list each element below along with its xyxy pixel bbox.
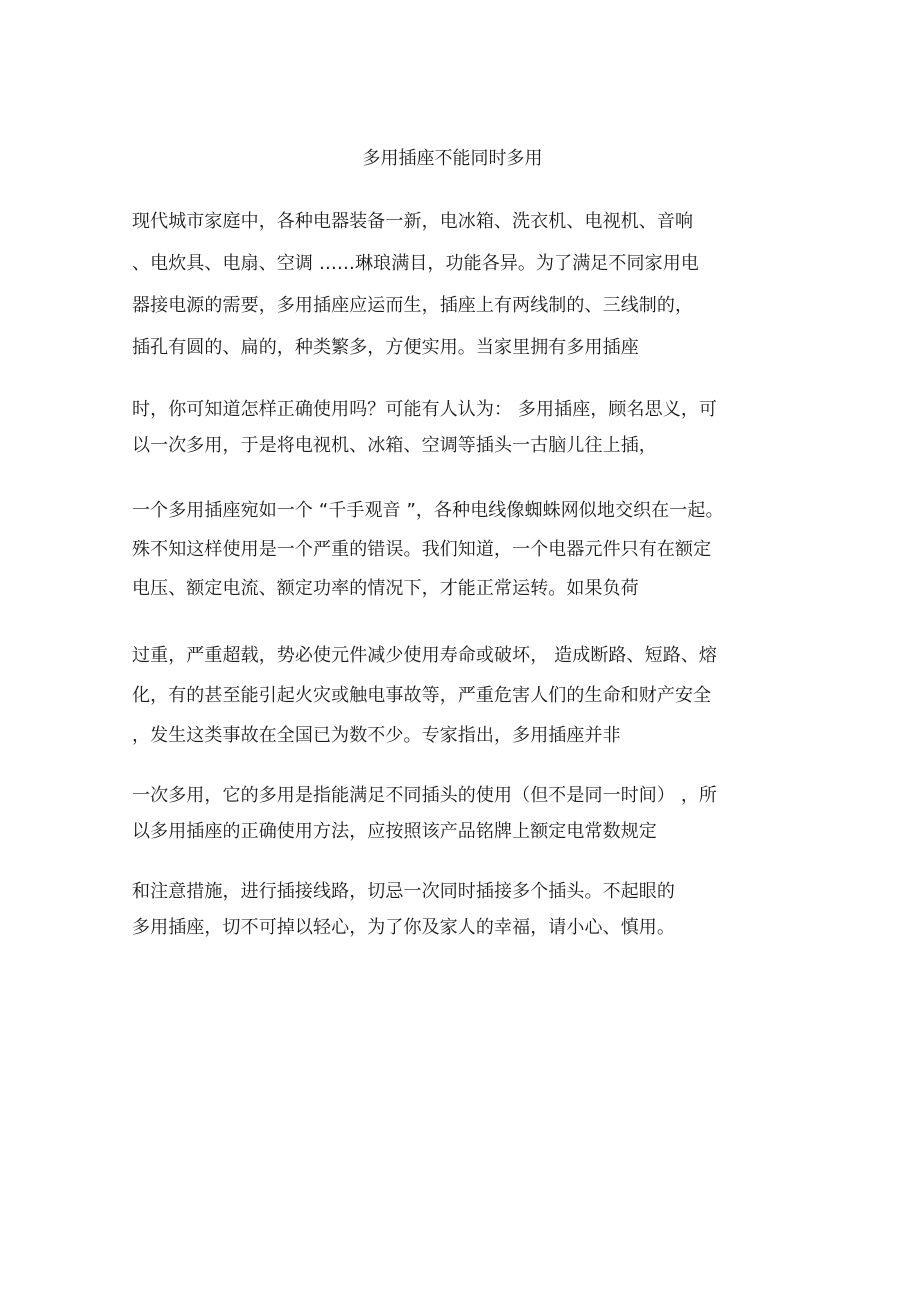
paragraph-1-line-3: 器接电源的需要，多用插座应运而生，插座上有两线制的、三线制的，: [132, 295, 694, 316]
paragraph-5-line-1: 一次多用，它的多用是指能满足不同插头的使用（但不是同一时间） ，所: [132, 785, 718, 806]
paragraph-3-line-3: 电压、额定电流、额定功率的情况下，才能正常运转。如果负荷: [132, 578, 639, 599]
paragraph-2-line-2: 以一次多用，于是将电视机、冰箱、空调等插头一古脑儿往上插，: [132, 435, 657, 456]
paragraph-6-line-1: 和注意措施，进行插接线路，切忌一次同时插接多个插头。不起眼的: [132, 881, 675, 902]
paragraph-1-line-1: 现代城市家庭中，各种电器装备一新，电冰箱、洗衣机、电视机、音响: [132, 211, 694, 232]
paragraph-2-line-1: 时，你可知道怎样正确使用吗？可能有人认为： 多用插座，顾名思义，可: [132, 399, 718, 420]
document-title: 多用插座不能同时多用: [362, 148, 543, 169]
paragraph-3-line-1: 一个多用插座宛如一个 “千手观音 ”，各种电线像蜘蛛网似地交织在一起。: [132, 500, 724, 521]
paragraph-4-line-2: 化，有的甚至能引起火灾或触电事故等，严重危害人们的生命和财产安全: [132, 685, 712, 706]
paragraph-4-line-3: ，发生这类事故在全国已为数不少。专家指出，多用插座并非: [132, 725, 621, 746]
paragraph-5-line-2: 以多用插座的正确使用方法，应按照该产品铭牌上额定电常数规定: [132, 821, 657, 842]
paragraph-6-line-2: 多用插座，切不可掉以轻心，为了你及家人的幸福，请小心、慎用。: [132, 917, 675, 938]
paragraph-3-line-2: 殊不知这样使用是一个严重的错误。我们知道，一个电器元件只有在额定: [132, 539, 712, 560]
paragraph-1-line-2: 、电炊具、电扇、空调 ……琳琅满目，功能各异。为了满足不同家用电: [132, 253, 699, 274]
paragraph-4-line-1: 过重，严重超载，势必使元件减少使用寿命或破坏， 造成断路、短路、熔: [132, 645, 718, 666]
paragraph-1-line-4: 插孔有圆的、扁的，种类繁多，方便实用。当家里拥有多用插座: [132, 337, 639, 358]
